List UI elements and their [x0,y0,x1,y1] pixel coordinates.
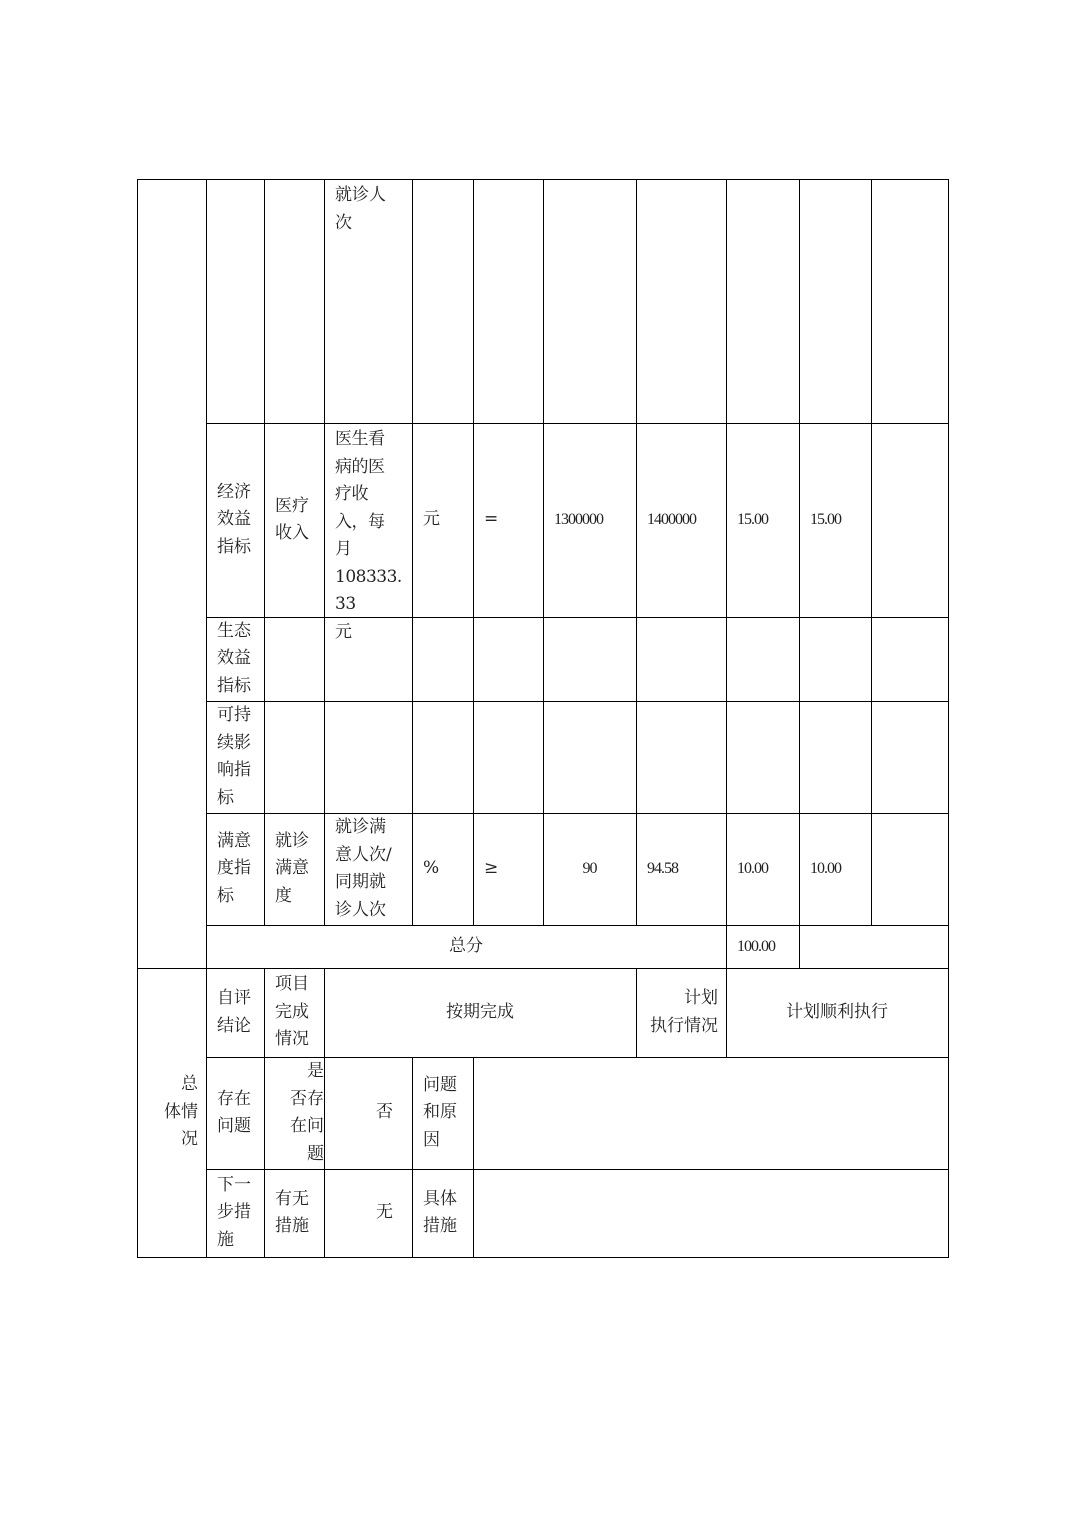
measure-value-cell [473,1169,948,1257]
satisfaction-description-cell [324,813,412,925]
next-steps-label: 下一 步措 施 [217,1174,251,1250]
problems-answer-cell [324,1057,412,1169]
total-label-cell [206,925,726,968]
reason-label: 问题 和原 因 [423,1074,457,1150]
total-label: 总分 [449,935,483,956]
satisfaction-name-cell [264,813,324,925]
satisfaction-description: 就诊满 意人次/ 同期就 诊人次 [335,817,392,920]
econ-target-cell [543,423,636,617]
grid-line [206,701,949,702]
econ-score-cell [799,423,871,617]
indicator-cell [324,179,412,423]
satisfaction-score: 10.00 [810,860,841,878]
grid-line [948,179,949,1258]
conclusion-label-cell [206,968,264,1057]
sustain-category-cell [206,701,264,813]
summary-section-label: 总 体情 况 [164,1074,198,1150]
econ-operator-cell [473,423,543,617]
satisfaction-category-cell [206,813,264,925]
summary-section-cell [137,968,206,1257]
problems-label: 存在 问题 [217,1088,251,1136]
econ-operator: = [484,509,499,530]
conclusion-label: 自评 结论 [217,988,251,1036]
total-value: 100.00 [737,937,775,955]
sustain-category: 可持 续影 响指 标 [217,705,251,808]
satisfaction-unit: % [423,858,440,879]
completion-value-cell [324,968,636,1057]
satisfaction-target: 90 [582,860,597,878]
reason-value-cell [473,1057,948,1169]
satisfaction-operator-cell [473,813,543,925]
satisfaction-operator: ≥ [484,858,499,879]
satisfaction-score-cell [799,813,871,925]
measure-label-cell [412,1169,473,1257]
next-steps-label-cell [206,1169,264,1257]
completion-label-cell [264,968,324,1057]
eco-category: 生态 效益 指标 [217,620,251,696]
econ-actual-cell [636,423,726,617]
satisfaction-target-cell [543,813,636,925]
econ-name: 医疗 收入 [275,495,309,543]
completion-label: 项目 完成 情况 [275,974,309,1050]
eco-category-cell [206,617,264,701]
grid-line [137,1257,949,1258]
econ-weight-cell [726,423,799,617]
grid-line [206,617,949,618]
econ-category-cell [206,423,264,617]
econ-description: 医生看 病的医 疗收 入，每 月 108333.33 元 [335,429,402,642]
next-steps-answer: 无 [376,1202,393,1223]
measure-label: 具体 措施 [423,1188,457,1236]
satisfaction-actual: 94.58 [647,860,678,878]
problems-label-cell [206,1057,264,1169]
plan-value: 计划顺利执行 [786,1001,888,1022]
plan-value-cell [726,968,948,1057]
econ-category: 经济 效益 指标 [217,481,251,557]
econ-unit-cell [412,423,473,617]
reason-label-cell [412,1057,473,1169]
satisfaction-weight-cell [726,813,799,925]
econ-unit: 元 [423,509,440,530]
next-steps-question: 有无 措施 [275,1188,309,1236]
satisfaction-unit-cell [412,813,473,925]
econ-actual: 1400000 [647,511,696,529]
plan-label: 计划 执行情况 [650,988,718,1036]
satisfaction-name: 就诊 满意 度 [275,830,309,906]
econ-target: 1300000 [554,511,603,529]
grid-line [871,179,872,925]
satisfaction-actual-cell [636,813,726,925]
next-steps-answer-cell [324,1169,412,1257]
problems-answer: 否 [376,1102,393,1123]
plan-label-cell [636,968,726,1057]
satisfaction-category: 满意 度指 标 [217,830,251,906]
econ-weight: 15.00 [737,511,768,529]
satisfaction-weight: 10.00 [737,860,768,878]
total-value-cell [726,925,799,968]
problems-question: 是 否存 在问 题 [290,1061,324,1164]
indicator-text: 就诊人 次 [335,185,386,233]
econ-name-cell [264,423,324,617]
completion-value: 按期完成 [446,1001,514,1022]
econ-score: 15.00 [810,511,841,529]
problems-question-cell [264,1057,324,1169]
next-steps-question-cell [264,1169,324,1257]
econ-description-cell [324,423,412,642]
